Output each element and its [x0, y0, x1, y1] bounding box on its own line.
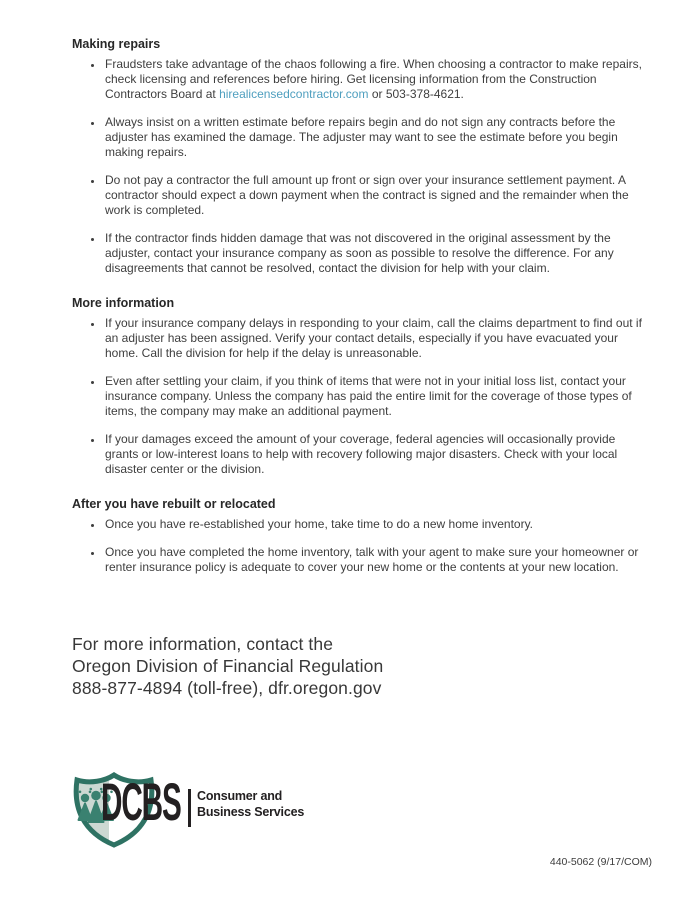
bullet-text-post: or 503-378-4621. — [368, 87, 464, 101]
contact-block — [72, 633, 648, 699]
bullet-item — [103, 57, 648, 102]
section-making-repairs — [72, 37, 648, 276]
section-more-information — [72, 296, 648, 477]
contact-line-2: Oregon Division of Financial Regulation — [72, 656, 384, 676]
document-number: 440-5062 (9/17/COM) — [549, 856, 652, 868]
bullet-item: • Do not pay a contractor the full amount up front or sign over your insurance settlement payment. A contractor should expect a down payment when the contract is signed and the remainder when the work is completed. — [103, 173, 648, 218]
contractor-license-link[interactable]: hirealicensedcontractor.com — [219, 87, 369, 101]
bullet-item: • If your damages exceed the amount of your coverage, federal agencies will occasionally provide grants or low-interest loans to help with recovery following major disasters. Check with your local disaster center or the division. — [103, 432, 648, 477]
dcbs-acronym: DCBS — [101, 773, 181, 832]
bullet-item: • Once you have re-established your home, take time to do a new home inventory. — [103, 517, 648, 532]
bullet-item: • Always insist on a written estimate before repairs begin and do not sign any contracts before the adjuster has examined the damage. The adjuster may want to see the estimate before you begin making repairs. — [103, 115, 648, 160]
bullet-list — [72, 57, 648, 276]
section-after-rebuilt — [72, 497, 648, 575]
bullet-item: • Once you have completed the home inventory, talk with your agent to make sure your homeowner or renter insurance policy is adequate to cover your new home or the contents at your new location. — [103, 545, 648, 575]
contact-line-3: 888-877-4894 (toll-free), dfr.oregon.gov — [72, 678, 382, 698]
bullet-item: • If your insurance company delays in responding to your claim, call the claims department to find out if an adjuster has been assigned. Verify your contact details, especially if you have evacuated your home. Call the division for help if the delay is unreasonable. — [103, 316, 648, 361]
bullet-list — [72, 316, 648, 477]
tagline-line-1: Consumer and — [197, 789, 283, 803]
dcbs-logo — [72, 772, 312, 852]
bullet-list — [72, 517, 648, 575]
bullet-item: • Even after settling your claim, if you think of items that were not in your initial loss list, contact your insurance company. Unless the company has paid the entire limit for the coverage of those types of items, the company may make an additional payment. — [103, 374, 648, 419]
bullet-text-pre: Fraudsters take advantage of the chaos following a fire. When choosing a contractor to make repairs, check licensing and references before hiring. Get licensing information from the Construction Contractors Board at — [105, 57, 642, 101]
logo-tagline — [197, 788, 304, 820]
logo-divider — [188, 789, 191, 827]
section-heading-after-rebuilt: After you have rebuilt or relocated — [72, 497, 276, 511]
section-heading-making-repairs: Making repairs — [72, 37, 161, 51]
section-heading-more-information: More information — [72, 296, 175, 310]
contact-line-1: For more information, contact the — [72, 634, 334, 654]
tagline-line-2: Business Services — [197, 805, 305, 819]
bullet-item: • If the contractor finds hidden damage that was not discovered in the original assessment by the adjuster, contact your insurance company as soon as possible to resolve the difference. For any disagreements that cannot be resolved, contact the division for help with your claim. — [103, 231, 648, 276]
